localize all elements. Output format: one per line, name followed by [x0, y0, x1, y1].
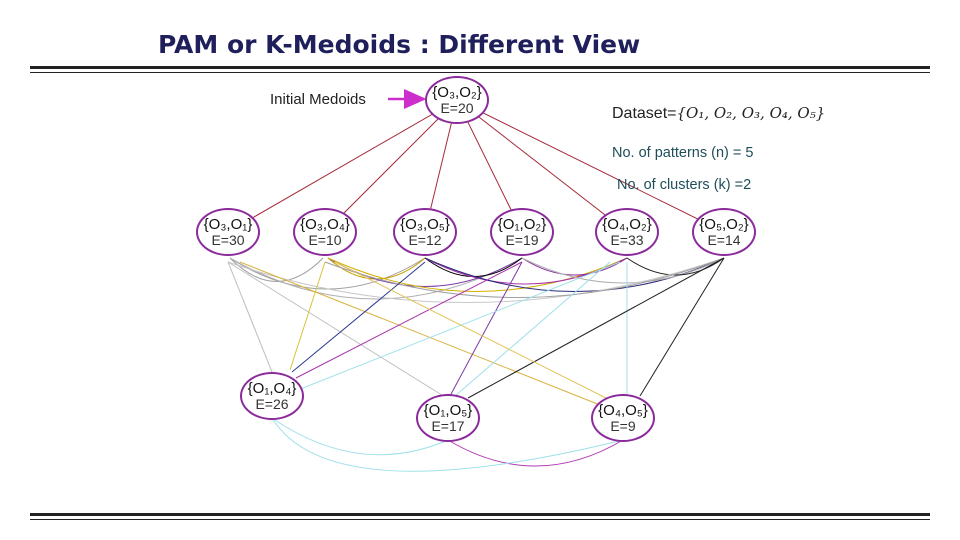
node-set-label: {O₁,O₅} [423, 401, 473, 419]
node-cost-label: E=9 [610, 417, 636, 434]
node-set-label: {O₃,O₁} [203, 215, 253, 233]
node-set-label: {O₄,O₂} [602, 215, 652, 233]
node-set-label: {O₁,O₄} [247, 379, 297, 397]
node-o3o4 [293, 208, 357, 256]
node-o1o2 [490, 208, 554, 256]
node-cost-label: E=20 [440, 99, 474, 116]
edge-o3o1-o3o4 [230, 258, 323, 282]
node-o3o5 [393, 208, 457, 256]
node-o4o2 [595, 208, 659, 256]
node-cost-label: E=30 [211, 231, 245, 248]
node-o1o4 [240, 372, 304, 420]
clusters-count: No. of clusters (k) =2 [617, 177, 752, 193]
edge-o1o5-o4o5 [448, 440, 623, 466]
node-cost-label: E=12 [408, 231, 442, 248]
initial-medoids-label: Initial Medoids [270, 91, 366, 108]
node-o5o2 [692, 208, 756, 256]
edge-o1o2-o5o2 [522, 258, 724, 283]
node-cost-label: E=17 [431, 417, 465, 434]
node-set-label: {O₃,O₄} [300, 215, 350, 233]
dataset-prefix: Dataset= [612, 105, 677, 122]
edge-o3o5-o1o2 [425, 258, 522, 277]
node-cost-label: E=19 [505, 231, 539, 248]
node-o3o1 [196, 208, 260, 256]
node-cost-label: E=26 [255, 395, 289, 412]
page-title: PAM or K-Medoids : Different View [158, 30, 641, 59]
patterns-count: No. of patterns (n) = 5 [612, 145, 754, 161]
edge-o4o2-o1o5 [455, 262, 610, 396]
node-set-label: {O₁,O₂} [497, 215, 547, 233]
node-cost-label: E=10 [308, 231, 342, 248]
node-set-label: {O₄,O₅} [598, 401, 648, 419]
edge-o4o2-o1o4 [298, 262, 620, 390]
edge-o1o2-o4o2 [522, 258, 627, 275]
node-cost-label: E=33 [610, 231, 644, 248]
edge-o5o2-o1o5 [468, 258, 724, 398]
node-cost-label: E=14 [707, 231, 741, 248]
node-set-label: {O₅,O₂} [699, 215, 749, 233]
edge-root-o4o2 [457, 100, 627, 232]
edge-o1o2-o1o5 [450, 262, 522, 396]
dataset-label [612, 104, 825, 123]
node-o4o5 [591, 394, 655, 442]
node-set-label: {O₃,O₂} [432, 83, 482, 101]
node-o3o2 [425, 76, 489, 124]
node-o1o5 [416, 394, 480, 442]
edge-o3o1-o1o4 [228, 262, 272, 372]
node-set-label: {O₃,O₅} [400, 215, 450, 233]
dataset-set: {O₁, O₂, O₃, O₄, O₅} [676, 104, 826, 122]
edge-o3o5-o1o4 [292, 262, 425, 372]
